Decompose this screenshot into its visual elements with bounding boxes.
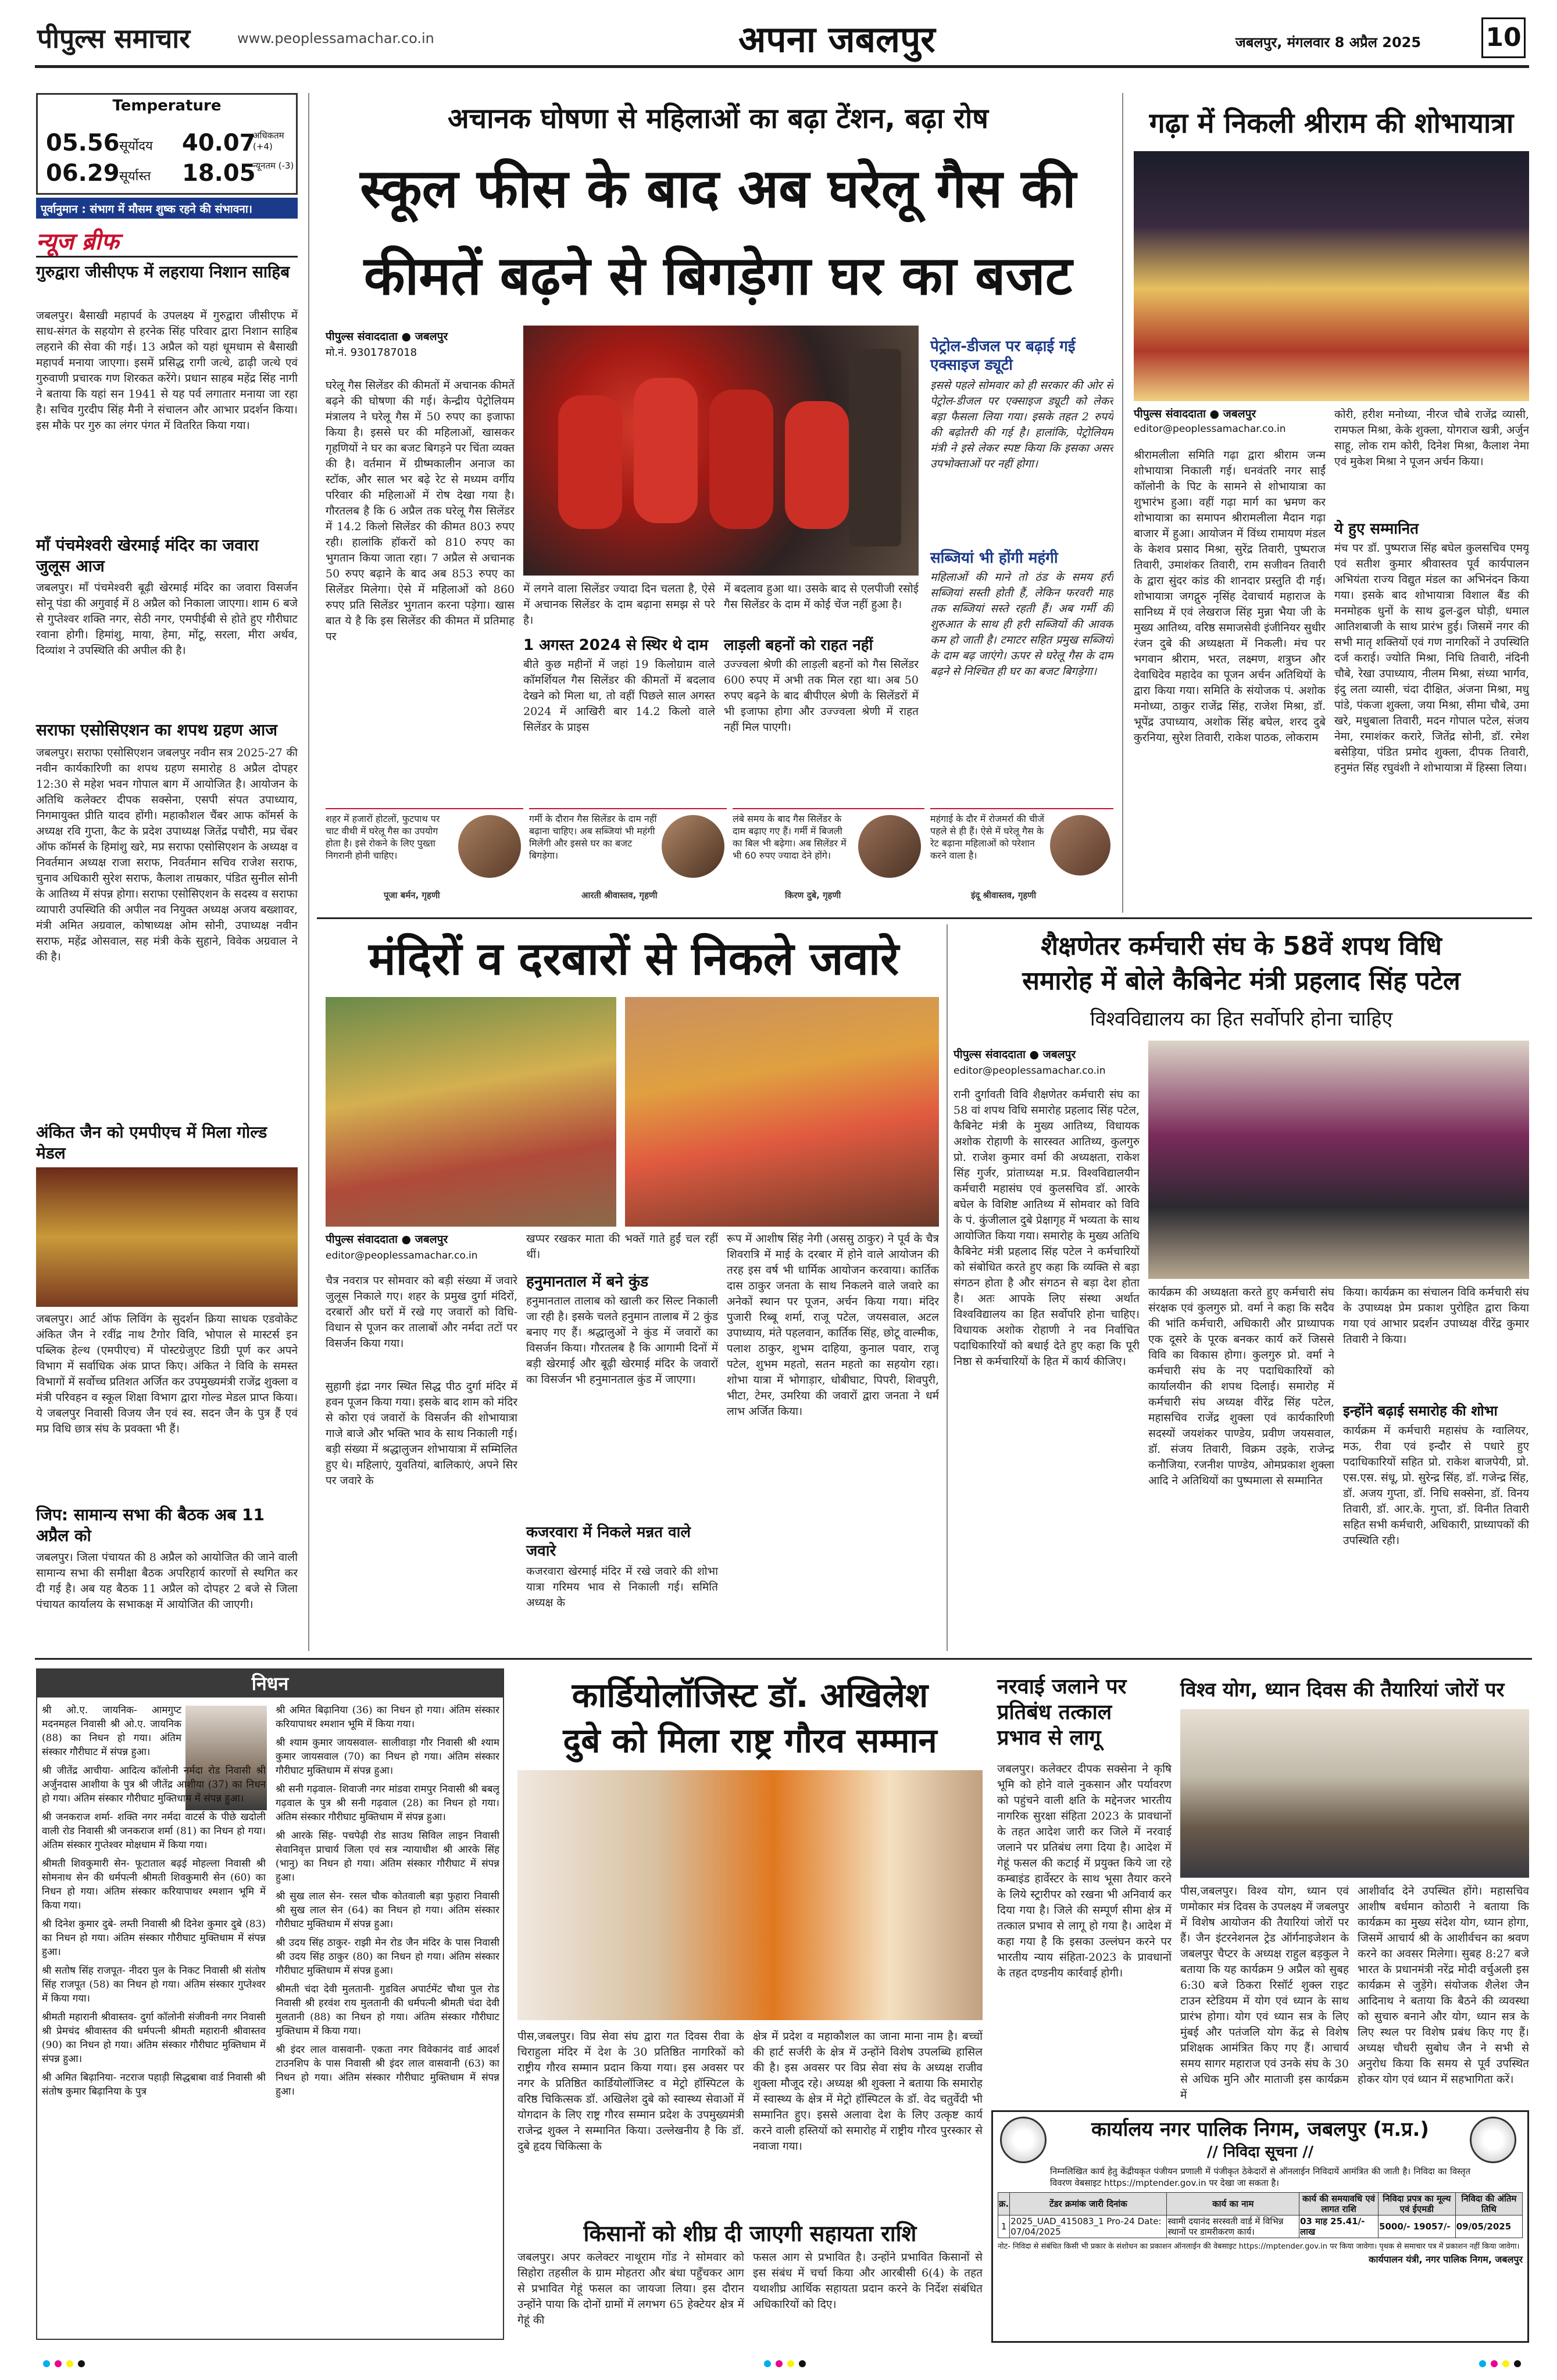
nidhan-entry: श्री जनकराज शर्मा- शक्ति नगर नर्मदा वाटर्स के पीछे खदोली वाली रोड निवासी श्री जनकराज शर्मा (81) का निधन हो गया। अंतिम संस्कार गुप्तेश्वर मोक्षधाम में किया गया। [42,1811,266,1851]
nidhan-entry: श्री सनी गढ़वाल- शिवाजी नगर मांडवा रामपुर निवासी श्री बबलू गढ़वाल के पुत्र श्री सनी गढ़वाल (28) का निधन हो गया। अंतिम संस्कार गौरीघाट मुक्तिधाम में संपन्न हुआ। [276,1784,499,1823]
quote-4-name: इंदू श्रीवास्तव, गृहणी [971,890,1037,900]
jawara-sub2-title: कजरवारा में निकले मन्नत वाले जवारे [526,1524,691,1560]
nidhan-col-1 [42,1703,266,2337]
brand-logo: पीपुल्स समाचार [37,23,191,54]
lead-right-divider [1122,93,1123,913]
quote-2-name: आरती श्रीवास्तव, गृहणी [581,890,658,900]
forecast-strip: पूर्वानुमान : संभाग में मौसम शुष्क रहने की संभावना। [36,198,298,219]
brief-item-2-body: जबलपुर। माँ पंचमेश्वरी बूढ़ी खेरमाई मंदिर का जवारा विसर्जन सोनू पंडा की अगुवाई में 8 अप्रैल को निकाला जाएगा। शाम 6 बजे से गुप्तेश्वर शक्ति नगर, सेठी नगर, एमपीईबी से होते हुए गौरीघाट रवाना होगी। हिमांशु, माया, हेमा, मोंटू, सरला, मीरा अर्थव, दिव्यांश ने उपस्थिति की अपील की है। [36,581,298,657]
shobha-right-body-1: कोरी, हरीश मनोध्या, नीरज चौबे राजेंद्र व्यासी, रामफल मिश्रा, केके शुक्ला, योगराज खत्री, अर्जुन साहू, लोक राम कोरी, दिनेश मिश्रा, कैलाश नेमा एवं मुकेश मिश्रा ने पूजन अर्चन किया। [1334,408,1529,468]
lead-side2-title: सब्जियां भी होंगी महंगी [930,549,1058,567]
lead-sub2-title: लाड़ली बहनों को राहत नहीं [724,637,873,654]
jawara-sub1-body: हनुमानताल तालाब को खाली कर सिल्ट निकाली जा रही है। इसके चलते हनुमान तालाब में 2 कुंड बनाए गए हैं। श्रद्धालुओं ने कुंड में जवारों का विसर्जन किया। गौरतलब है कि आगामी दिनों में बड़ी खेरमाई और बूढ़ी खेरमाई मंदिर के जवारों का विसर्जन भी हनुमानताल कुंड में जाएगा। [526,1295,718,1386]
brief-item-2-title: माँ पंचमेश्वरी खेरमाई मंदिर का जवारा जुलूस आज [36,535,259,576]
narwai-headline-2: प्रतिबंध तत्काल [997,1700,1112,1724]
kisan-body-1: जबलपुर। अपर कलेक्टर नाथूराम गोंड ने सोमवार को सिहोरा तहसील के ग्राम मोहतरा और बंधा पहुँचकर आग से प्रभावित गेहूं फसल का जायजा लिया। इस दौरान उन्होंने पाया कि दोनों ग्रामों में लगभग 65 हेक्टेयर क्षेत्र में गेहूं की [517,2251,744,2327]
lead-mobile: मो.नं. 9301787018 [326,346,417,359]
tender-subtitle: // निविदा सूचना // [1206,2143,1314,2161]
shobha-right-body-2: मंच पर डॉ. पुष्पराज सिंह बघेल कुलसचिव एमयू एवं सतीश कुमार श्रीवास्तव पूर्व कार्यपालन अभियंता राज्य विद्युत मंडल का अभिनंदन किया गया। इसके बाद शोभायात्रा विशाल बैंड की मनमोहक धुनों के साथ ढुल-ढुल घोड़ी, धमाल आतिशबाजी के साथ प्रारंभ हुई। जिसमें नगर की सभी मातृ शक्तियों एवं गण नागरिकों ने उपस्थिति दर्ज कराई। ज्योति मिश्रा, निधि तिवारी, नंदिनी चौबे, रेखा उपाध्याय, नीलम मिश्रा, संध्या भार्गव, इंदु लता व्यासी, चंदा दीक्षित, अंजना मिश्रा, मधु पांडे, पंकजा शुक्ला, जया मिश्रा, सीमा चौबे, उमा खरे, मधुबाला तिवारी, मदन गोपाल पटेल, संजय नेमा, रमाशंकर करारे, जितेंद्र सोनी, डॉ. रमेश बसेड़िया, पंडित प्रमोद शुक्ला, दीपक तिवारी, हनुमंत सिंह रघुवंशी ने शोभायात्रा में हिस्सा लिया। [1334,542,1529,774]
brief-item-5-title: जिप: सामान्य सभा की बैठक अब 11 अप्रैल को [36,1505,265,1545]
brief-item-5-body: जबलपुर। जिला पंचायत की 8 अप्रैल को आयोजित की जाने वाली सामान्य सभा की समीक्षा बैठक अपरिहार्य कारणों से स्थगित कर दी गई है। अब यह बैठक 11 अप्रैल को दोपहर 2 बजे से जिला पंचायत कार्यालय के सभाकक्ष में आयोजित की जाएगी। [36,1551,298,1611]
municipal-emblem-right-icon [1470,2117,1516,2163]
nidhan-entry: श्री इंदर लाल वासवानी- एकता नगर विवेकानंद वार्ड आदर्श टाउनशिप के पास निवासी श्री इंदर लाल वासवानी (63) का निधन हो गया। अंतिम संस्कार गौरीघाट मुक्तिधाम में संपन्न हुआ। [276,2044,499,2097]
tender-title: कार्यालय नगर पालिक निगम, जबलपुर (म.प्र.) [1091,2118,1429,2141]
min-temp: 18.05 [182,160,256,187]
nidhan-entry: श्री ओ.ए. जायनिक- आमगुप्ट मदनमहल निवासी श्री ओ.ए. जायनिक (88) का निधन हो गया। अंतिम संस्कार गौरीघाट में संपन्न हुआ। [42,1704,181,1758]
shobha-headline: गढ़ा में निकली श्रीराम की शोभायात्रा [1149,107,1514,140]
weather-box [36,93,298,195]
quote-2-text: गर्मी के दौरान गैस सिलेंडर के दाम नहीं बढ़ाना चाहिए। अब सब्जियां भी महंगी मिलेंगी और इससे घर का बजट बिगड़ेगा। [529,813,657,861]
jawara-body-1: चैत्र नवरात्र पर सोमवार को बड़ी संख्या में जवारे जुलूस निकाले गए। शहर के प्रमुख दुर्गा मंदिरों, दरबारों और घरों में रखे गए जवारों को विधि-विधान से पूजन कर तालाबों और नर्मदा तटों पर विसर्जन किया गया। [326,1274,517,1350]
quote-1-text: शहर में हजारों होटलों, फुटपाथ पर चाट वीथी में घरेलू गैस का उपयोग होता है। इसे रोकने के लिए पुख्ता निगरानी होनी चाहिए। [326,813,440,861]
municipal-emblem-icon [1000,2117,1047,2163]
tender-cell: 09/05/2025 [1455,2215,1522,2238]
lead-body-3: में बदलाव हुआ था। उसके बाद से एलपीजी रसोई गैस सिलेंडर के दाम में कोई चेंज नहीं हुआ है। [724,583,919,611]
nidhan-box [36,1668,504,2340]
quote-3-name: किरण दुबे, गृहणी [785,890,841,900]
jawara-sub2-body: कजरवारा खेरमाई मंदिर में रखे जवारे की शोभा यात्रा गरिमय भाव से निकाली गई। समिति अध्यक्ष के [526,1565,718,1609]
nidhan-entry: श्री सुख लाल सेन- रसल चौक कोतवाली बड़ा फुहारा निवासी श्री सुख लाल सेन (64) का निधन हो गया। अंतिम संस्कार गौरीघाट मुक्तिधाम में संपन्न हुआ। [276,1891,499,1930]
shobha-email[interactable]: editor@peoplessamachar.co.in [1134,423,1286,435]
tender-cell: स्वामी दयानंद सरस्वती वार्ड में विभिन्न स्थानों पर डामरीकरण कार्य। [1167,2215,1299,2238]
jawara-email[interactable]: editor@peoplessamachar.co.in [326,1250,478,1262]
quote-4-text: महंगाई के दौर में रोजमर्रा की चीजें पहले से ही हैं। ऐसे में घरेलू गैस के रेट बढ़ाना महिलाओं को परेशान करने वाला है। [930,813,1045,861]
min-temp-label: न्यूनतम (-3) [253,160,294,171]
website-url[interactable]: www.peoplessamachar.co.in [237,30,434,47]
nidhan-entry: श्री अमित बिढ़ानिया- नटराज पहाड़ी सिद्धबाबा वार्ड निवासी श्री संतोष कुमार बिढ़ानिया के पुत्र [42,2072,266,2097]
lead-headline-1: स्कूल फीस के बाद अब घरेलू गैस की [360,158,1076,220]
sunset-label: सूर्यास्त [119,169,151,184]
tender-header-cell: कार्य का नाम [1167,2193,1299,2215]
lead-side-title: पेट्रोल-डीजल पर बढ़ाई गई एक्साइज ड्यूटी [930,338,1076,374]
yoga-body-1: पीस,जबलपुर। विश्व योग, ध्यान एवं णमोकार मंत्र दिवस के उपलक्ष्य में जबलपुर में विशेष आयोजन की तैयारियां जोरों पर हैं। जैन इंटरनेशनल ट्रेड ऑर्गनाइजेशन के जबलपुर चैप्टर के अध्यक्ष राहुल बड़कुल ने बताया कि यह कार्यक्रम 9 अप्रैल को सुबह 6:30 बजे ठिकरा रिसॉर्ट शुक्ल राइट टाउन स्टेडियम में योग एवं ध्यान के साथ प्रारंभ होगा। योग एवं ध्यान सत्र के लिए मुंबई और पतंजलि योग केंद्र से विशेष प्रशिक्षक आमंत्रित किए गए हैं। आचार्य समय सागर महाराज एवं उनके संघ के 30 से अधिक मुनि और माताजी इस कार्यक्रम में [1180,1885,1349,2102]
jawara-photo-1 [326,997,616,1227]
jawara-photo-2 [625,997,939,1227]
registration-dots-icon [35,2360,1529,2368]
jawara-body-2a: खप्पर रखकर माता की भक्तें गाते हुईं चल रहीं थीं। [526,1232,718,1261]
yoga-headline: विश्व योग, ध्यान दिवस की तैयारियां जोरों पर [1180,1678,1505,1702]
tender-cell: 03 माह 25.41/- लाख [1299,2215,1379,2238]
section-title [738,14,935,63]
quote-3-text: लंबे समय के बाद गैस सिलेंडर के दाम बढ़ाए गए हैं। गर्मी में बिजली का बिल भी बढ़ेगा। अब सिलेंडर में भी 60 रुपए ज्यादा देने होंगे। [733,813,847,861]
lead-kicker: अचानक घोषणा से महिलाओं का बढ़ा टेंशन, बढ़ा रोष [447,102,989,135]
nidhan-entry: श्री श्याम कुमार जायसवाल- सालीवाड़ा गौर निवासी श्री श्याम कुमार जायसवाल (70) का निधन हो गया। अंतिम संस्कार गौरीघाट मुक्तिधाम में संपन्न हुआ। [276,1737,499,1777]
quote-3-avatar [858,815,921,878]
shapath-byline: पीपुल्स संवाददाता ● जबलपुर [954,1048,1076,1061]
masthead [0,0,1557,65]
max-temp: 40.07 [182,130,256,156]
kisan-body-2: फसल आग से प्रभावित है। उन्होंने प्रभावित किसानों से इस संबंध में चर्चा किया और आरबीसी 6(4) के तहत यथाशीघ्र आर्थिक सहायता प्रदान करने के निर्देश संबंधित अधिकारियों को दिए। [753,2251,983,2311]
narwai-headline-1: नरवाई जलाने पर [997,1675,1127,1699]
tender-note: नोट- निविदा से संबंधित किसी भी प्रकार के संशोधन का प्रकाशन ऑनलाईन की वेबसाइट https://mptender.gov.in पर किया जावेगा। पृथक से समाचार पत्र में प्रकाशन नहीं किया जावेगा। [998,2242,1520,2251]
nidhan-entry: श्री अमित बिढ़ानिया (36) का निधन हो गया। अंतिम संस्कार करियापाथर श्मशान भूमि में किया गया। [276,1704,499,1730]
yoga-body-2: आशीर्वाद देने उपस्थित होंगे। महासचिव आशीष बर्धमान कोठारी ने बताया कि कार्यक्रम का मुख्य संदेश योग, ध्यान होगा, जिसमें आचार्य श्री के आशीर्वचन का श्रवण करने का अवसर मिलेगा। सुबह 8:27 बजे भारत के प्रधानमंत्री नरेंद्र मोदी वर्चुअली इस कार्यक्रम से जुड़ेंगे। संयोजक शैलेश जैन आदिनाथ ने बताया कि बैठने की व्यवस्था को सुचारु बनाने और योग, ध्यान सत्र के लिए स्थल पर विशेष प्रबंध किए गए हैं। अध्यक्ष चौधरी सुबोध जैन ने सभी से अनुरोध किया कि समय से पूर्व उपस्थित होकर योग एवं ध्यान में सहभागिता करें। [1358,1885,1529,2086]
lead-headline-2: कीमतें बढ़ने से बिगड़ेगा घर का बजट [363,245,1073,307]
tender-header-cell: निविदा की अंतिम तिथि [1455,2193,1522,2215]
color-registration-strip [35,2359,1529,2367]
shapath-photo [1148,1041,1529,1279]
shapath-body-1: रानी दुर्गावती विवि शैक्षणेतर कर्मचारी संघ का 58 वां शपथ विधि समारोह प्रहलाद सिंह पटेल, कैबिनेट मंत्री के मुख्य आतिथ्य, विधायक अशोक रोहाणी के सारस्वत आतिथ्य, कुलगुरु प्रो. राजेश कुमार वर्मा की अध्यक्षता, राकेश सिंह गुर्जर, प्रांताध्यक्ष म.प्र. विश्वविद्यालयीन कर्मचारी महासंघ एवं कुलसचिव डॉ. आरके बघेल के विशिष्ट आतिथ्य में सोमवार को विवि के पं. कुंजीलाल दुबे प्रेक्षागृह में भव्यता के साथ आयोजित किया गया। समारोह के मुख्य अतिथि कैबिनेट मंत्री प्रहलाद सिंह पटेल ने कर्मचारियों को संबोधित करते हुए कहा कि व्यक्ति से बड़ा संगठन होता है और संगठन से बड़ा देश होता है। अतः आपके लिए संस्था अर्थात विश्वविद्यालय का हित सर्वोपरि होना चाहिए। विधायक अशोक रोहाणी ने नव निर्वाचित पदाधिकारियों को बधाई देते हुए कहा कि पूरी निष्ठा से कर्मचारियों के हित में कार्य कीजिए। [954,1088,1140,1368]
sunset-time: 06.29 [46,160,120,187]
shapath-body-3: किया। कार्यक्रम का संचालन विवि कर्मचारी संघ के उपाध्यक्ष प्रेम प्रकाश पुरोहित द्वारा किया गया एवं आभार प्रदर्शन उपाध्यक्ष वीरेंद्र कुमार तिवारी ने किया। [1343,1286,1529,1346]
lead-sub1-body: बीते कुछ महीनों में जहां 19 किलोग्राम वाले कॉमर्शियल गैस सिलेंडर की कीमतों में बदलाव देखने को मिला था, तो वहीं पिछले साल अगस्त 2024 में आखिरी बार 14.2 किलो वाले सिलेंडर के प्राइस [523,658,715,734]
jawara-sub1-title: हनुमानताल में बने कुंड [526,1273,648,1291]
shobha-sub-title: ये हुए सम्मानित [1334,520,1419,538]
cylinder-shapes-icon [523,326,919,576]
sunrise-label: सूर्योदय [119,139,153,153]
shobha-photo [1134,151,1529,401]
brief-item-4-body: जबलपुर। आर्ट ऑफ लिविंग के सुदर्शन क्रिया साधक एडवोकेट अंकित जैन ने रवींद्र नाथ टैगोर विवि, भोपाल से मास्टर्स इन पब्लिक हेल्थ (एमपीएच) में पोस्टग्रेजुएट डिग्री पूर्ण कर अपने विभाग में सर्वाधिक अंक प्राप्त किए। अंकित ने विवि के समस्त विभागों में सर्वोच्च प्रतिशत अर्जित कर उपमुख्यमंत्री राजेंद्र शुक्ला व मंत्री परिवहन व स्कूल शिक्षा विभाग द्वारा गोल्ड मेडल प्राप्त किया। ये जबलपुर निवासी विजय जैन एवं स्व. सदन जैन के पुत्र हैं एवं मप्र विधि छात्र संघ के प्रवक्ता भी हैं। [36,1313,298,1435]
shobha-body: श्रीरामलीला समिति गढ़ा द्वारा श्रीराम जन्म शोभायात्रा निकाली गई। धनवंतरि नगर साईं कॉलोनी के पिट के सामने से शोभायात्रा का शुभारंभ हुआ। वहीं गढ़ा मार्ग का भ्रमण कर शोभायात्रा का समापन श्रीरामलीला मैदान गढ़ा बाजार में हुआ। आयोजन में विंध्य रामायण मंडल के केशव प्रसाद मिश्रा, सुरेंद्र तिवारी, पुष्पराज तिवारी, उमाशंकर तिवारी, राम सजीवन तिवारी के द्वारा सुंदर कांड की शानदार प्रस्तुति दी गई। शोभायात्रा जगद्गुरु नृसिंह देवाचार्य महाराज के सानिध्य में एवं लेखराज सिंह मुन्ना भैया जी के मुख्य आतिथ्य, वरिष्ठ समाजसेवी इंजीनियर सुधीर रंजन दुबे की अध्यक्षता में निकली। मंच पर भगवान श्रीराम, भरत, लक्ष्मण, शत्रुघ्न और देवाधिदेव महादेव का पूजन अर्चन अतिथियों के द्वारा किया गया। समिति के संयोजक पं. अशोक मनोध्या, ठाकुर राजेंद्र सिंह, राजेश मिश्रा, डॉ. भूपेंद्र उपाध्याय, अशोक सिंह बघेल, शरद दुबे कुरनिया, सुरेश तिवारी, राकेश पाठक, लोकराम [1134,449,1326,744]
nidhan-col-2 [276,1703,499,2337]
tender-intro: निम्नलिखित कार्य हेतु केंद्रीयकृत पंजीयन प्रणाली में पंजीकृत ठेकेदारों से ऑनलाईन निविदायें आमंत्रित की जाती है। निविदा का विस्तृत विवरण वेबसाइट https://mptender.gov.in पर देखा जा सकता है। [1050,2166,1470,2188]
tender-cell: 5000/- 19057/- [1379,2215,1456,2238]
nidhan-entry: श्रीमती चंदा देवी मुलतानी- गुडविल अपार्टमेंट चौथा पुल रोड निवासी श्री हरवंश राय मुलतानी की धर्मपत्नी श्रीमती चंदा देवी मुलतानी (88) का निधन हो गया। अंतिम संस्कार गौरीघाट मुक्तिधाम में किया गया। [276,1984,499,2037]
lead-sub1-title: 1 अगस्त 2024 से स्थिर थे दाम [523,637,709,654]
tender-header-cell: निविदा प्रपत्र का मूल्य एवं ईएमडी [1379,2193,1456,2215]
page-number: 10 [1481,17,1526,58]
quote-3 [733,808,924,907]
tender-row [998,2215,1523,2238]
quote-2 [529,808,727,907]
nidhan-entry: श्री जीतेंद्र आचीया- आदित्य कॉलोनी नर्मदा रोड निवासी श्री अर्जुनदास आशीया के पुत्र श्री जीतेंद्र आशीया (37) का निधन हो गया। अंतिम संस्कार गौरीघाट मुक्तिधाम में संपन्न हुआ। [42,1765,266,1804]
tender-header-row [998,2193,1523,2215]
cardio-body-1: पीस,जबलपुर। विप्र सेवा संघ द्वारा गत दिवस रीवा के चिराहुला मंदिर में देश के 30 प्रतिष्ठित नागरिकों को राष्ट्रीय गौरव सम्मान प्रदान किया गया। इस अवसर पर नगर के प्रतिष्ठित कार्डियोलॉजिस्ट व मेट्रो हॉस्पिटल के वरिष्ठ चिकित्सक डॉ. अखिलेश दुबे को स्वास्थ्य सेवाओं में योगदान के लिए राष्ट्र गौरव सम्मान प्रदेश के उपमुख्यमंत्री राजेन्द्र शुक्ल ने सम्मानित किया। उल्लेखनीय है कि डॉ. दुबे हृदय चिकित्सा के [517,2030,744,2153]
mid-rule-1 [317,917,1532,919]
weather-label: Temperature [112,97,222,115]
lead-body-1: घरेलू गैस सिलेंडर की कीमतों में अचानक कीमतें बढ़ने की घोषणा की गई। केन्द्रीय पेट्रोलियम मंत्रालय ने घरेलू गैस में 50 रुपए का इजाफा किया है। इससे घर की महिलाओं, खासकर गृहणियों ने घर का बजट बिगड़ने पर चिंता व्यक्त की है। वर्तमान में ग्रीष्मकालीन अनाज का स्टॉक, और साल भर बढ़े रेट से मध्यम वर्गीय परिवार की महिलाओं में रोष देखा गया है। गौरतलब है कि 6 अप्रैल तक घरेलू गैस सिलेंडर में 14.2 किलो सिलेंडर की कीमत 803 रुपए रही। हालांकि हॉकरों को 810 रुपए का भुगतान किया जाता रहा। 7 अप्रैल से अचानक 50 रुपए बढ़ाने के बाद अब 853 रुपए का सिलेंडर मिलेगा। ऐसे में महिलाओं को 860 रुपए प्रति सिलेंडर भुगतान करना पड़ेगा। खास बात ये है कि इस सिलेंडर की कीमत में प्रतिमाह पर [326,379,515,643]
jawara-body-3: रूप में आशीष सिंह नेगी (अससु ठाकुर) ने पूर्व के चैत्र शिवरात्रि में माई के दरबार में होने वाले आयोजन की तरह इस वर्ष भी धार्मिक आयोजन करवाया। कार्तिक दास ठाकुर जनता के साथ निकलने वाले जवारे का अनेकों स्थान पर पूजन, अर्चन किया गया। मंदिर पुजारी रिब्बू शर्मा, राजू पटेल, जयसवाल, अटल उपाध्याय, मंते पहलवान, कार्तिक सिंह, छोटू वाल्मीक, पलाश ठाकुर, शुभम दाहिया, कुनाल पवार, राजू पटेल, शुभम महतो, सतन महतो का सहयोग रहा। शोभा यात्रा में भोगाड़ार, धोबीघाट, पिपरी, शिवपुरी, भीटा, टेमर, उमरिया की जवारों द्वारा जनता ने धर्म लाभ अर्जित किया। [727,1232,939,1418]
tender-box [991,2110,1529,2343]
nidhan-entry: श्री सतोष सिंह राजपूत- नीदरा पुल के निकट निवासी श्री संतोष सिंह राजपूत (58) का निधन हो गया। अंतिम संस्कार गुप्तेश्वर में किया गया। [42,1965,266,2004]
brief-item-3-body: जबलपुर। सराफा एसोसिएशन जबलपुर नवीन सत्र 2025-27 की नवीन कार्यकारिणी का शपथ ग्रहण समारोह 8 अप्रैल दोपहर 12:30 से महेश भवन गोपाल बाग में आयोजित है। आयोजन के अतिथि कलेक्टर दीपक सक्सेना, एसपी संपत उपाध्याय, निगमायुक्त प्रीति यादव होंगी। महाकौशल चैंबर आफ कॉमर्स के अध्यक्ष रवि गुप्ता, कैट के प्रदेश उपाध्यक्ष जितेंद्र पचौरी, मप्र चेंबर ऑफ कॉमर्स के हिमांशु खरे, मप्र सराफा एसोसिएशन के अध्यक्ष व निवर्तमान अध्यक्ष राजा सराफ, निवर्तमान सचिव राजेश सराफ, चुनाव अधिकारी सुरेश सराफ, कैलाश ताम्रकार, पंडित सुनील सोनी के आतिथ्य में संपन्न होगा। सराफा एसोसिएशन के सदस्य व सराफा व्यापारी उपस्थिति की अपील नव नियुक्त अध्यक्ष अजय बख्शावर, मंत्री अमित अग्रवाल, कोषाध्यक्ष ओम सोनी, उपाध्यक्ष नवीन सराफ, महेंद्र ओसवाल, सह मंत्री केके सुहाने, विवेक अग्रवाल ने की है। [36,746,298,963]
date-line: जबलपुर, मंगलवार 8 अप्रैल 2025 [1235,34,1422,51]
nidhan-entry: श्रीमती शिवकुमारी सेन- फूटाताल बढ़ई मोहल्ला निवासी श्री सोमनाथ सेन की धर्मपत्नी श्रीमती शिवकुमारी सेन (60) का निधन हो गया। अंतिम संस्कार करियापाथर श्मशान भूमि में किया गया। [42,1858,266,1911]
tender-header-cell: क्र. [998,2193,1010,2215]
brief-item-1-body: जबलपुर। बैसाखी महापर्व के उपलक्ष्य में गुरुद्वारा जीसीएफ में साध-संगत के सहयोग से हरनेक सिंह परिवार द्वारा निशान साहिब लहराने की सेवा की गई। 13 अप्रैल को यहां धूमधाम से बैसाखी महापर्व मनाया जाएगा। इसमें प्रसिद्ध रागी जत्थे, ढाढ़ी जत्थे एवं गुरुवाणी प्रचारक गण शिरकत करेंगे। प्रधान साहब महेंद्र सिंह नागी ने बताया कि यहां सन 1941 से यह पर्व लगातार मनाया जा रहा है। सचिव गुरदीप सिंह मैनी ने संचालन और आभार प्रदर्शन किया। इस मौके पर गुरु का लंगर पंगत में वितरित किया गया। [36,309,298,432]
lead-sub2-body: उज्ज्वला श्रेणी की लाड़ली बहनों को गैस सिलेंडर 600 रुपए में अभी तक मिल रहा था। अब 50 रुपए बढ़ने के बाद बीपीएल श्रेणी के सिलेंडरों में भी इजाफा होगा और उज्ज्वला श्रेणी में राहत नहीं मिल पाएगी। [724,658,919,734]
shapath-sub-title: इन्होंने बढ़ाई समारोह की शोभा [1343,1403,1498,1419]
shapath-subhead: विश्वविद्यालय का हित सर्वोपरि होना चाहिए [1090,1007,1393,1031]
max-temp-label: अधिकतम (+4) [253,130,284,152]
quote-4-avatar [1050,815,1110,875]
nidhan-entry: श्रीमती महारानी श्रीवास्तव- दुर्गा कॉलोनी संजीवनी नगर निवासी श्री प्रेमचंद श्रीवास्तव की धर्मपत्नी श्रीमती महारानी श्रीवास्तव (90) का निधन हो गया। अंतिम संस्कार गौरीघाट मुक्तिधाम में संपन्न हुआ। [42,2011,266,2065]
brief-item-4-title: अंकित जैन को एमपीएच में मिला गोल्ड मेडल [36,1123,267,1163]
section-title-text: अपना जबलपुर [738,18,935,60]
brief-rule [36,256,298,258]
quote-2-avatar [662,815,724,878]
shapath-headline-2: समारोह में बोले कैबिनेट मंत्री प्रहलाद सिंह पटेल [1022,966,1460,996]
quote-1 [326,808,523,907]
nidhan-entry: श्री उदय सिंह ठाकुर- राझी मेन रोड जैन मंदिर के पास निवासी श्री उदय सिंह ठाकुर (80) का निधन हो गया। अंतिम संस्कार गौरीघाट मुक्तिधाम में संपन्न हुआ। [276,1937,499,1977]
brief-item-3-title: सराफा एसोसिएशन का शपथ ग्रहण आज [36,720,278,739]
sunrise-time: 05.56 [46,130,120,156]
lead-side-body: इससे पहले सोमवार को ही सरकार की ओर से पेट्रोल-डीजल पर एक्साइज ड्यूटी को लेकर बड़ा फैसला लिया गया। इसके तहत 2 रुपये की बढ़ोतरी की गई है। हालांकि, पेट्रोलियम मंत्री ने इसे लेकर स्पष्ट किया कि इसका असर उपभोक्ताओं पर नहीं होगा। [930,379,1113,470]
shapath-body-2: कार्यक्रम की अध्यक्षता करते हुए कर्मचारी संघ संरक्षक एवं कुलगुरु प्रो. वर्मा ने कहा कि सदैव की भांति कर्मचारी, अधिकारी और प्राध्यापक एक दूसरे के पूरक बनकर कार्य करें जिससे विवि का विकास होगा। कुलगुरु प्रो. वर्मा ने कर्मचारी संघ के नए पदाधिकारियों को कार्यालयीन की शपथ दिलाई। समारोह में कर्मचारी संघ अध्यक्ष वीरेंद्र सिंह पटेल, महासचिव राजेंद्र शुक्ला एवं कार्यकारिणी सदस्यों जयशंकर पाण्डेय, प्रवीण जयसवाल, डॉ. संजय तिवारी, विक्रम उइके, राजेन्द्र कनौजिया, रजनीश पाण्डेय, ओमप्रकाश शुक्ला आदि ने अतिथियों का पुष्पमाला से सम्मानित [1148,1286,1334,1487]
shapath-headline-1: शैक्षणेतर कर्मचारी संघ के 58वें शपथ विधि [1041,931,1442,961]
nidhan-entry: श्री आरके सिंह- पचपेढ़ी रोड साउथ सिविल लाइन निवासी सेवानिवृत्त प्राचार्य जिला एवं सत्र न्यायाधीश श्री आरके सिंह (भानु) का निधन हो गया। अंतिम संस्कार गौरीघाट में संपन्न हुआ। [276,1830,499,1884]
tender-table [998,2192,1523,2238]
lead-side2-body: महिलाओं की माने तो ठंड के समय हरी सब्जियां सस्ती होती हैं, लेकिन फरवरी माह तक सब्जियां सस्ते रहती हैं। अब गर्मी की शुरुआत के साथ ही हरी सब्जियों की आवक कम हो जाती है। टमाटर सहित प्रमुख सब्जियों के दाम बढ़ जाएंगे। ऊपर से घरेलू गैस के दाम बढ़ने से निश्चित ही घर का बजट बिगड़ेगा। [930,571,1113,678]
narwai-body: जबलपुर। कलेक्टर दीपक सक्सेना ने कृषि भूमि को होने वाले नुकसान और पर्यावरण को पहुंचने वाली क्षति के मद्देनजर भारतीय नागरिक सुरक्षा संहिता 2023 के प्रावधानों के तहत आदेश जारी कर जिले में नरवाई जलाने पर प्रतिबंध लगा दिया है। आदेश में गेहूं फसल की कटाई में प्रयुक्त किये जा रहे कम्बाइंड हार्वेस्टर के साथ भूसा तैयार करने के लिये स्ट्रारीपर को रखना भी अनिवार्य कर दिया गया है। जिले की सम्पूर्ण सीमा क्षेत्र में तत्काल प्रभाव से लागू हो गया है। आदेश में कहा गया है कि इसका उल्लंघन करने पर भारतीय न्याय संहिता-2023 के प्रावधानों के तहत दण्डनीय कार्रवाई होगी। [997,1763,1172,1979]
brief-header: न्यूज ब्रीफ [36,228,119,255]
quote-1-avatar [458,815,521,878]
tender-cell: 1 [998,2215,1010,2238]
quote-1-name: पूजा बर्मन, गृहणी [384,890,440,900]
jawara-byline: पीपुल्स संवाददाता ● जबलपुर [326,1233,448,1246]
cardio-body-2: क्षेत्र में प्रदेश व महाकौशल का जाना माना नाम है। बच्चों की हार्ट सर्जरी के क्षेत्र में उन्होंने विशेष उपलब्धि हासिल की है। इस अवसर पर विप्र सेवा संघ के अध्यक्ष राजीव शुक्ला मौजूद रहे। अध्यक्ष श्री शुक्ला ने बताया कि समारोह में स्वास्थ्य के क्षेत्र में मेट्रो हॉस्पिटल के डॉ. वेद चतुर्वेदी भी सम्मानित हुए। इससे अलावा देश के लिए उत्कृष्ट कार्य करने वाली हस्तियों को समारोह में राष्ट्रीय गौरव पुरस्कार से नवाजा गया। [753,2030,983,2153]
jawara-right-divider [947,924,948,1651]
left-col-divider [308,93,309,1651]
brief-item-1-title: गुरुद्वारा जीसीएफ में लहराया निशान साहिब [36,262,290,281]
quote-4 [930,808,1113,907]
nidhan-entry: श्री दिनेश कुमार दुबे- लम्ती निवासी श्री दिनेश कुमार दुबे (83) का निधन हो गया। अंतिम संस्कार गौरीघाट मुक्तिधाम में संपन्न हुआ। [42,1918,266,1958]
cardio-headline-1: कार्डियोलॉजिस्ट डॉ. अखिलेश [572,1675,929,1715]
shapath-email[interactable]: editor@peoplessamachar.co.in [954,1065,1106,1077]
cardio-photo [517,1770,983,2020]
tender-header-cell: टेंडर क्रमांक जारी दिनांक [1010,2193,1167,2215]
yoga-photo [1180,1709,1529,1878]
jawara-headline: मंदिरों व दरबारों से निकले जवारे [368,933,899,985]
mid-rule-2 [35,1658,1532,1660]
nidhan-header: निधन [37,1670,503,1698]
narwai-headline-3: प्रभाव से लागू [997,1726,1101,1750]
kisan-headline: किसानों को शीघ्र दी जाएगी सहायता राशि [583,2221,917,2246]
shobha-byline: पीपुल्स संवाददाता ● जबलपुर [1134,408,1256,420]
tender-header-cell: कार्य की समयावधि एवं लागत राशि [1299,2193,1379,2215]
jawara-body-1b: सुहागी इंद्रा नगर स्थित सिद्ध पीठ दुर्गा मंदिर में हवन पूजन किया गया। इसके बाद शाम को मंदिर से कोरा एवं जवारों के विसर्जन की शोभायात्रा गाजे बाजे और भक्ति भाव के साथ निकाली गई। बड़ी संख्या में श्रद्धालुजन शोभायात्रा में सम्मिलित हुए थे। महिलाएं, युवतियां, बालिकाएं, अपने सिर पर जवारे के [326,1380,517,1487]
gas-cylinder-photo [523,326,919,576]
shapath-body-4: कार्यक्रम में कर्मचारी महासंघ के ग्वालियर, मऊ, रीवा एवं इन्दौर से पधारे हुए पदाधिकारियों सहित प्रो. राकेश बाजपेयी, प्रो. एस.एस. संधू, प्रो. सुरेन्द्र सिंह, डॉ. गजेन्द्र सिंह, डॉ. अजय गुप्ता, डॉ. निधि सक्सेना, डॉ. विनय तिवारी, डॉ. आर.के. गुप्ता, डॉ. विनीत तिवारी सहित सभी कर्मचारी, अधिकारी, प्राध्यापकों की उपस्थिति रही। [1343,1424,1529,1547]
lead-byline: पीपुल्स संवाददाता ● जबलपुर [326,330,448,343]
tender-signature: कार्यपालन यंत्री, नगर पालिक निगम, जबलपुर [1369,2254,1523,2265]
masthead-rule [35,65,1529,68]
tender-cell: 2025_UAD_415083_1 Pro-24 Date: 07/04/2025 [1010,2215,1167,2238]
gold-medal-photo [36,1167,298,1307]
lead-body-2: में लगने वाला सिलेंडर ज्यादा दिन चलता है, ऐसे में अचानक सिलेंडर के दाम बढ़ाना समझ से परे है। [523,583,715,627]
cardio-headline-2: दुबे को मिला राष्ट्र गौरव सम्मान [563,1721,937,1760]
